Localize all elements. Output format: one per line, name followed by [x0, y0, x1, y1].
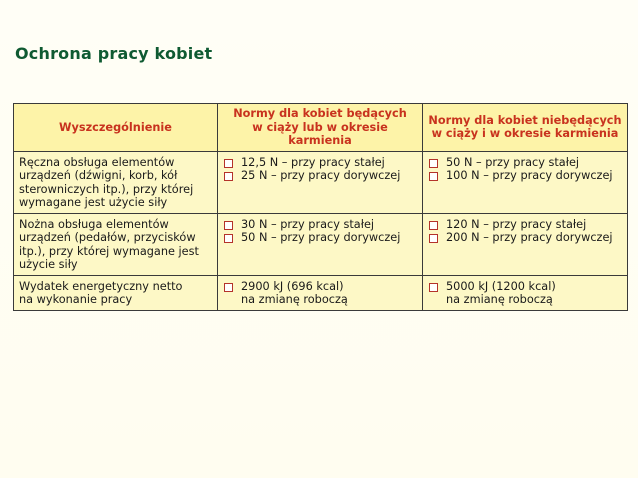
table-header-row	[14, 104, 628, 152]
non-pregnant-norms-cell	[423, 275, 628, 310]
checkbox-bullet-icon	[429, 234, 438, 243]
list-item: 120 N – przy pracy stałej	[428, 218, 622, 232]
list-item: 100 N – przy pracy dorywczej	[428, 169, 622, 183]
list-item: 12,5 N – przy pracy stałej	[223, 156, 417, 170]
list-item: 200 N – przy pracy dorywczej	[428, 231, 622, 245]
checkbox-bullet-icon	[224, 234, 233, 243]
list-item: 25 N – przy pracy dorywczej	[223, 169, 417, 183]
list-item: 30 N – przy pracy stałej	[223, 218, 417, 232]
non-pregnant-norms-cell	[423, 213, 628, 275]
table-row	[14, 151, 628, 213]
header-non-pregnant-norms: Normy dla kobiet niebędących w ciąży i w okresie karmienia	[423, 104, 628, 152]
row-label: Ręczna obsługa elementów urządzeń (dźwigni, korb, kół sterowniczych itp.), przy której wymagane jest użycie siły	[14, 151, 218, 213]
header-item: Wyszczególnienie	[14, 104, 218, 152]
checkbox-bullet-icon	[224, 172, 233, 181]
checkbox-bullet-icon	[224, 283, 233, 292]
list-item: 2900 kJ (696 kcal) na zmianę roboczą	[223, 280, 417, 307]
checkbox-bullet-icon	[429, 221, 438, 230]
pregnant-norms-cell	[218, 275, 423, 310]
checkbox-bullet-icon	[429, 172, 438, 181]
pregnant-norms-cell	[218, 151, 423, 213]
list-item: 50 N – przy pracy dorywczej	[223, 231, 417, 245]
table-row	[14, 213, 628, 275]
page-title: Ochrona pracy kobiet	[15, 44, 213, 63]
checkbox-bullet-icon	[429, 283, 438, 292]
list-item: 5000 kJ (1200 kcal) na zmianę roboczą	[428, 280, 622, 307]
table-row	[14, 275, 628, 310]
non-pregnant-norms-cell	[423, 151, 628, 213]
checkbox-bullet-icon	[224, 159, 233, 168]
norms-table	[13, 103, 628, 311]
row-label: Wydatek energetyczny netto na wykonanie pracy	[14, 275, 218, 310]
header-pregnant-norms: Normy dla kobiet będących w ciąży lub w okresie karmienia	[218, 104, 423, 152]
checkbox-bullet-icon	[224, 221, 233, 230]
pregnant-norms-cell	[218, 213, 423, 275]
row-label: Nożna obsługa elementów urządzeń (pedałów, przycisków itp.), przy której wymagane jest użycie siły	[14, 213, 218, 275]
list-item: 50 N – przy pracy stałej	[428, 156, 622, 170]
checkbox-bullet-icon	[429, 159, 438, 168]
